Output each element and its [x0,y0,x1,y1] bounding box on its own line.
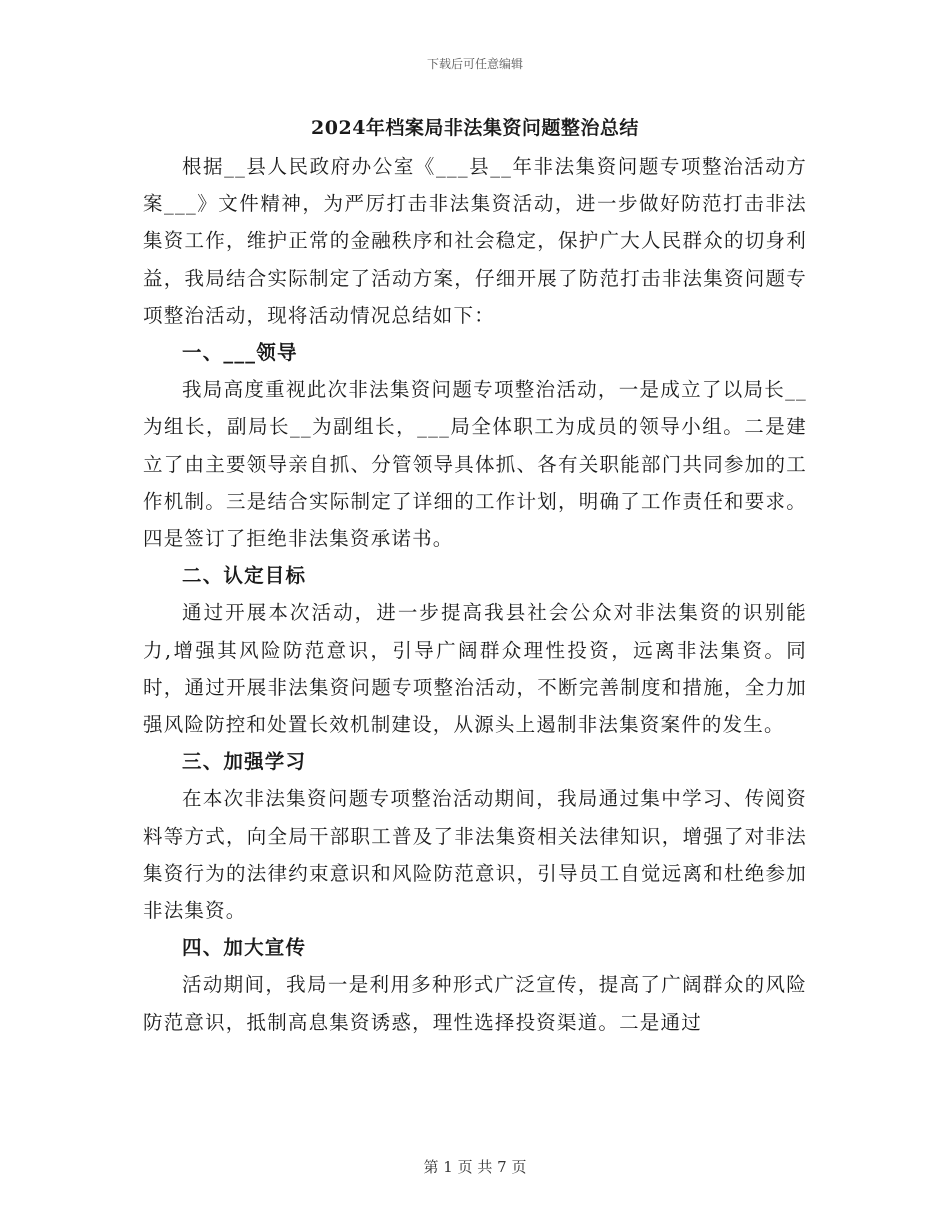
intro-paragraph: 根据__县人民政府办公室《___县__年非法集资问题专项整治活动方案___》文件精神，为严厉打击非法集资活动，进一步做好防范打击非法集资工作，维护正常的金融秩序和社会稳定，保护广大人民群众的切身利益，我局结合实际制定了活动方案，仔细开展了防范打击非法集资问题专项整治活动，现将活动情况总结如下： [143,155,807,327]
section-body-1: 我局高度重视此次非法集资问题专项整治活动，一是成立了以局长__为组长，副局长__为副组长，___局全体职工为成员的领导小组。二是建立了由主要领导亲自抓、分管领导具体抓、各有关职能部门共同参加的工作机制。三是结合实际制定了详细的工作计划，明确了工作责任和要求。四是签订了拒绝非法集资承诺书。 [143,378,807,551]
section-heading-2: 二、认定目标 [182,564,307,588]
page-number-footer: 第 1 页 共 7 页 [423,1158,527,1176]
section-body-3: 在本次非法集资问题专项整治活动期间，我局通过集中学习、传阅资料等方式，向全局干部职工普及了非法集资相关法律知识，增强了对非法集资行为的法律约束意识和风险防范意识，引导员工自觉远离和杜绝参加非法集资。 [143,787,807,923]
document-title: 2024年档案局非法集资问题整治总结 [311,117,639,139]
section-body-2: 通过开展本次活动，进一步提高我县社会公众对非法集资的识别能力,增强其风险防范意识，引导广阔群众理性投资，远离非法集资。同时，通过开展非法集资问题专项整治活动，不断完善制度和措施，全力加强风险防控和处置长效机制建设，从源头上遏制非法集资案件的发生。 [143,601,807,737]
document-content [143,112,807,1041]
section-heading-4: 四、加大宣传 [182,936,307,960]
section-heading-1: 一、___领导 [182,341,298,365]
section-body-4: 活动期间，我局一是利用多种形式广泛宣传，提高了广阔群众的风险防范意识，抵制高息集资诱惑，理性选择投资渠道。二是通过 [143,973,807,1034]
header-note: 下载后可任意编辑 [426,57,523,71]
section-heading-3: 三、加强学习 [182,750,307,774]
